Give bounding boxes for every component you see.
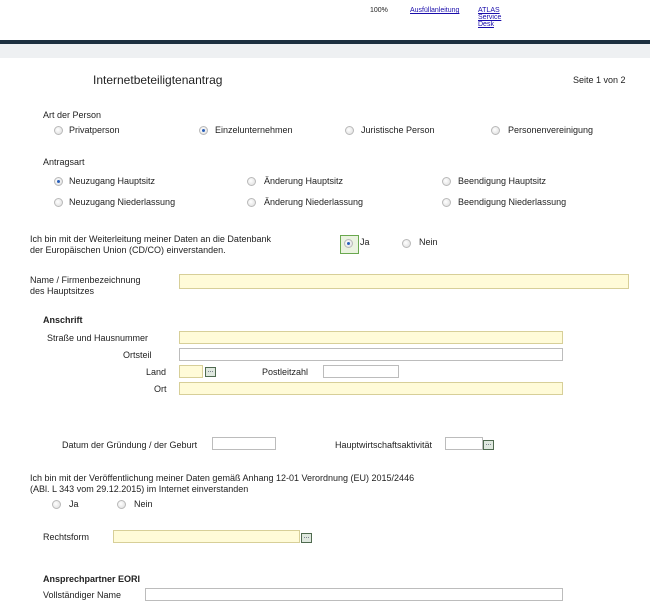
radio-consent-ja[interactable] (344, 239, 353, 248)
postcode-input[interactable] (323, 365, 399, 378)
consent-publish-text: Ich bin mit der Veröffentlichung meiner Daten gemäß Anhang 12-01 Verordnung (EU) 2015/2446 (ABl. L 343 vom 29.12.2015) im Internet einverstanden (30, 473, 415, 494)
legal-form-picker-icon[interactable]: ... (301, 533, 312, 543)
founding-date-input[interactable] (212, 437, 276, 450)
radio-publish-ja[interactable] (52, 500, 61, 509)
activity-label: Hauptwirtschaftsaktivität (335, 440, 433, 450)
radio-label: Ja (69, 499, 79, 509)
radio-neuzugang-hauptsitz[interactable] (54, 177, 63, 186)
company-name-input[interactable] (179, 274, 629, 289)
request-type-label: Antragsart (43, 157, 85, 167)
fullname-label: Vollständiger Name (43, 590, 122, 600)
city-label: Ort (154, 384, 167, 394)
radio-label: Nein (134, 499, 153, 509)
radio-aenderung-niederlassung[interactable] (247, 198, 256, 207)
radio-label: Neuzugang Hauptsitz (69, 176, 156, 186)
radio-label: Nein (419, 237, 438, 247)
person-type-label: Art der Person (43, 110, 102, 120)
radio-neuzugang-niederlassung[interactable] (54, 198, 63, 207)
radio-juristische-person[interactable] (345, 126, 354, 135)
radio-label: Ja (360, 237, 370, 247)
radio-label: Änderung Niederlassung (264, 197, 364, 207)
help-link[interactable]: Ausfüllanleitung (410, 7, 460, 14)
street-label: Straße und Hausnummer (47, 333, 149, 343)
radio-beendigung-hauptsitz[interactable] (442, 177, 451, 186)
radio-personenvereinigung[interactable] (491, 126, 500, 135)
radio-label: Änderung Hauptsitz (264, 176, 344, 186)
radio-publish-nein[interactable] (117, 500, 126, 509)
consent-eu-text: Ich bin mit der Weiterleitung meiner Daten an die Datenbank der Europäischen Union (CD/CO) einverstanden. (30, 234, 271, 255)
radio-beendigung-niederlassung[interactable] (442, 198, 451, 207)
founding-date-label: Datum der Gründung / der Geburt (62, 440, 198, 450)
radio-aenderung-hauptsitz[interactable] (247, 177, 256, 186)
contact-heading: Ansprechpartner EORI (43, 574, 141, 584)
radio-label: Juristische Person (361, 125, 435, 135)
form-title: Internetbeteiligtenantrag (93, 73, 223, 87)
page-indicator: Seite 1 von 2 (573, 75, 626, 85)
legal-form-label: Rechtsform (43, 532, 90, 542)
street-input[interactable] (179, 331, 563, 344)
country-picker-icon[interactable]: ... (205, 367, 216, 377)
zoom-level: 100% (370, 7, 388, 14)
district-label: Ortsteil (123, 350, 152, 360)
radio-label: Beendigung Niederlassung (458, 197, 567, 207)
fullname-input[interactable] (145, 588, 563, 601)
country-input[interactable] (179, 365, 203, 378)
header-subband (0, 44, 650, 58)
radio-consent-nein[interactable] (402, 239, 411, 248)
country-label: Land (146, 367, 167, 377)
district-input[interactable] (179, 348, 563, 361)
radio-label: Neuzugang Niederlassung (69, 197, 176, 207)
radio-privatperson[interactable] (54, 126, 63, 135)
radio-label: Personenvereinigung (508, 125, 594, 135)
city-input[interactable] (179, 382, 563, 395)
company-name-label: Name / Firmenbezeichnung des Hauptsitzes (30, 275, 141, 296)
postcode-label: Postleitzahl (262, 367, 309, 377)
legal-form-input[interactable] (113, 530, 300, 543)
address-heading: Anschrift (43, 315, 83, 325)
radio-einzelunternehmen[interactable] (199, 126, 208, 135)
activity-picker-icon[interactable]: ... (483, 440, 494, 450)
radio-label: Einzelunternehmen (215, 125, 293, 135)
activity-input[interactable] (445, 437, 483, 450)
service-desk-link[interactable]: ATLAS Service Desk (478, 7, 502, 28)
radio-label: Privatperson (69, 125, 120, 135)
radio-label: Beendigung Hauptsitz (458, 176, 547, 186)
